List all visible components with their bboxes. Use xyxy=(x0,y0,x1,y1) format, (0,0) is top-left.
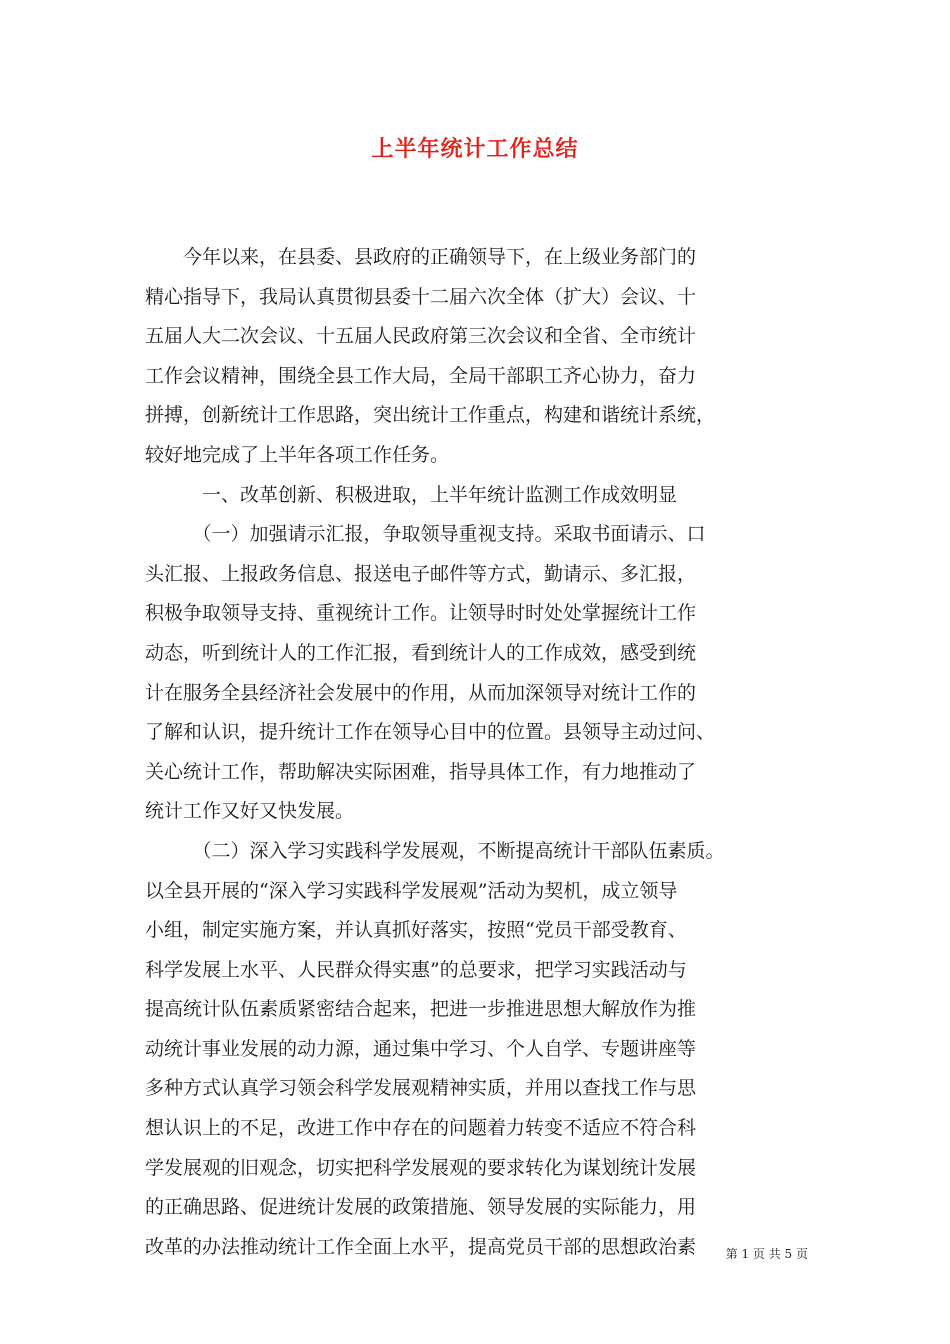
body-line: 想认识上的不足，改进工作中存在的问题着力转变不适应不符合科 xyxy=(145,1117,697,1140)
body-line: 计在服务全县经济社会发展中的作用，从而加深领导对统计工作的 xyxy=(145,681,697,704)
body-line: 头汇报、上报政务信息、报送电子邮件等方式，勤请示、多汇报， xyxy=(145,562,697,585)
body-line: 的正确思路、促进统计发展的政策措施、领导发展的实际能力，用 xyxy=(145,1196,697,1219)
body-line: 动态，听到统计人的工作汇报，看到统计人的工作成效，感受到统 xyxy=(145,641,697,664)
body-line: 科学发展上水平、人民群众得实惠”的总要求，把学习实践活动与 xyxy=(145,958,687,981)
body-line: 拼搏，创新统计工作思路，突出统计工作重点，构建和谐统计系统， xyxy=(145,404,716,427)
body-line: 较好地完成了上半年各项工作任务。 xyxy=(145,443,450,466)
body-line: 以全县开展的“深入学习实践科学发展观”活动为契机，成立领导 xyxy=(145,879,678,902)
page-number-footer: 第 1 页 共 5 页 xyxy=(725,1247,808,1261)
body-line: 改革的办法推动统计工作全面上水平，提高党员干部的思想政治素 xyxy=(145,1235,697,1258)
body-line: 五届人大二次会议、十五届人民政府第三次会议和全省、全市统计 xyxy=(145,325,697,348)
body-line: 小组，制定实施方案，并认真抓好落实，按照“党员干部受教育、 xyxy=(145,919,687,942)
body-line: 积极争取领导支持、重视统计工作。让领导时时处处掌握统计工作 xyxy=(145,602,697,625)
document-body xyxy=(145,238,825,1267)
body-line: 一、改革创新、积极进取，上半年统计监测工作成效明显 xyxy=(145,483,678,506)
body-line: 统计工作又好又快发展。 xyxy=(145,800,355,823)
body-line: （一）加强请示汇报，争取领导重视支持。采取书面请示、口 xyxy=(145,523,706,546)
body-line: 精心指导下，我局认真贯彻县委十二届六次全体（扩大）会议、十 xyxy=(145,285,697,308)
body-line: 动统计事业发展的动力源，通过集中学习、个人自学、专题讲座等 xyxy=(145,1037,697,1060)
body-line: 工作会议精神，围绕全县工作大局，全局干部职工齐心协力，奋力 xyxy=(145,364,697,387)
body-line: 今年以来，在县委、县政府的正确领导下，在上级业务部门的 xyxy=(145,246,697,268)
body-line: 了解和认识，提升统计工作在领导心目中的位置。县领导主动过问、 xyxy=(145,721,716,744)
document-title: 上半年统计工作总结 xyxy=(371,136,579,162)
body-line: 多种方式认真学习领会科学发展观精神实质，并用以查找工作与思 xyxy=(145,1077,697,1100)
body-line: （二）深入学习实践科学发展观，不断提高统计干部队伍素质。 xyxy=(145,839,725,862)
body-line: 提高统计队伍素质紧密结合起来，把进一步推进思想大解放作为推 xyxy=(145,998,697,1021)
body-line: 关心统计工作，帮助解决实际困难，指导具体工作，有力地推动了 xyxy=(145,760,697,783)
body-line: 学发展观的旧观念，切实把科学发展观的要求转化为谋划统计发展 xyxy=(145,1156,697,1179)
